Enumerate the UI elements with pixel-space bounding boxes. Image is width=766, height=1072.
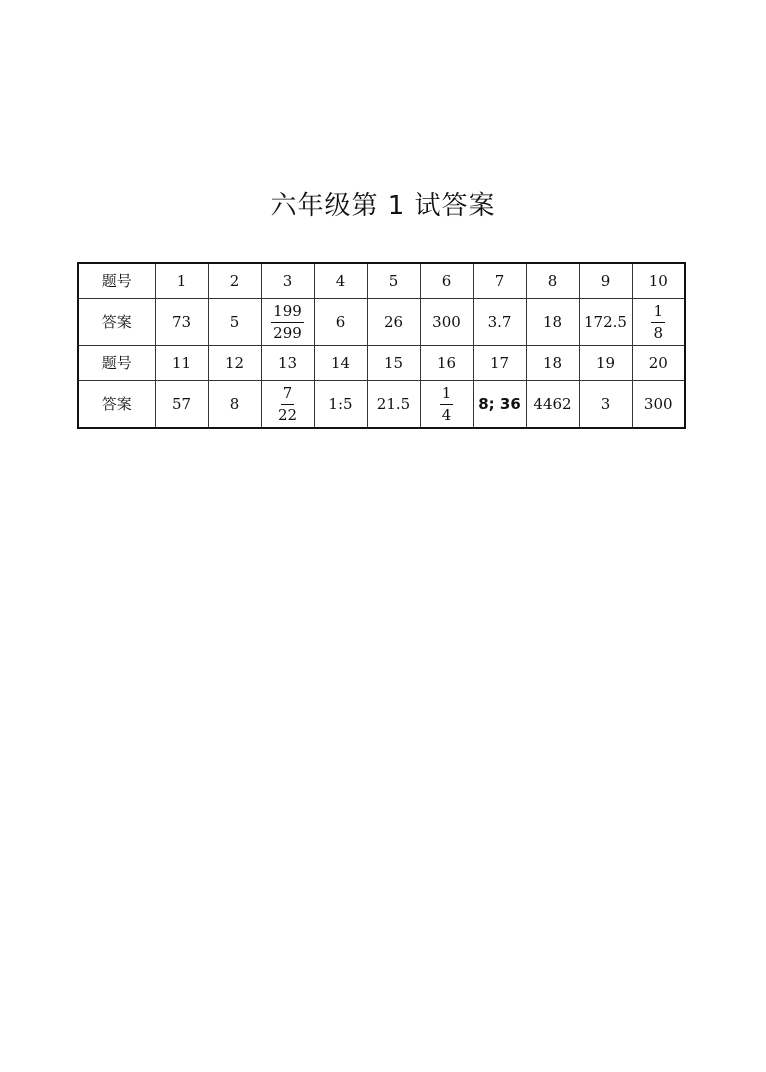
answer-cell: 5 (208, 299, 261, 346)
fraction-numerator: 7 (281, 385, 295, 405)
fraction-numerator: 1 (440, 385, 454, 405)
question-number-cell: 13 (261, 346, 314, 381)
row-label-answer: 答案 (78, 381, 155, 429)
question-number-cell: 3 (261, 263, 314, 299)
fraction (440, 385, 454, 424)
question-number-cell: 17 (473, 346, 526, 381)
question-number-cell: 20 (632, 346, 685, 381)
answer-cell: 57 (155, 381, 208, 429)
question-number-cell: 6 (420, 263, 473, 299)
answer-cell: 300 (420, 299, 473, 346)
question-number-cell: 18 (526, 346, 579, 381)
answer-cell-fraction (261, 381, 314, 429)
question-number-cell: 8 (526, 263, 579, 299)
fraction (271, 303, 304, 342)
fraction-numerator: 199 (271, 303, 304, 323)
question-number-cell: 19 (579, 346, 632, 381)
fraction (276, 385, 299, 424)
answer-cell: 73 (155, 299, 208, 346)
question-number-cell: 14 (314, 346, 367, 381)
answer-cell: 8 (208, 381, 261, 429)
answer-cell: 300 (632, 381, 685, 429)
question-number-cell: 12 (208, 346, 261, 381)
answer-row-1 (78, 299, 685, 346)
question-number-cell: 11 (155, 346, 208, 381)
answer-cell: 26 (367, 299, 420, 346)
fraction-denominator: 4 (441, 405, 452, 424)
answer-cell: 4462 (526, 381, 579, 429)
question-number-cell: 15 (367, 346, 420, 381)
answer-cell: 172.5 (579, 299, 632, 346)
answer-cell: 3 (579, 381, 632, 429)
question-number-cell: 10 (632, 263, 685, 299)
fraction (651, 303, 665, 342)
question-number-cell: 16 (420, 346, 473, 381)
row-label-answer: 答案 (78, 299, 155, 346)
question-number-cell: 7 (473, 263, 526, 299)
answer-cell-fraction (420, 381, 473, 429)
answer-cell: 18 (526, 299, 579, 346)
answer-cell-fraction (261, 299, 314, 346)
question-number-cell: 2 (208, 263, 261, 299)
fraction-denominator: 299 (273, 323, 302, 342)
question-number-cell: 1 (155, 263, 208, 299)
question-number-cell: 4 (314, 263, 367, 299)
question-number-row-1 (78, 263, 685, 299)
page-title: 六年级第 1 试答案 (270, 191, 496, 221)
fraction-denominator: 8 (653, 323, 664, 342)
answer-cell-fraction (632, 299, 685, 346)
answer-table (77, 262, 686, 429)
answer-cell: 21.5 (367, 381, 420, 429)
question-number-cell: 5 (367, 263, 420, 299)
fraction-numerator: 1 (651, 303, 665, 323)
answer-cell: 8; 36 (473, 381, 526, 429)
fraction-denominator: 22 (277, 405, 298, 424)
question-number-row-2 (78, 346, 685, 381)
question-number-cell: 9 (579, 263, 632, 299)
answer-cell: 6 (314, 299, 367, 346)
row-label-question-number: 题号 (78, 263, 155, 299)
answer-row-2 (78, 381, 685, 429)
answer-cell: 1:5 (314, 381, 367, 429)
row-label-question-number: 题号 (78, 346, 155, 381)
answer-cell: 3.7 (473, 299, 526, 346)
